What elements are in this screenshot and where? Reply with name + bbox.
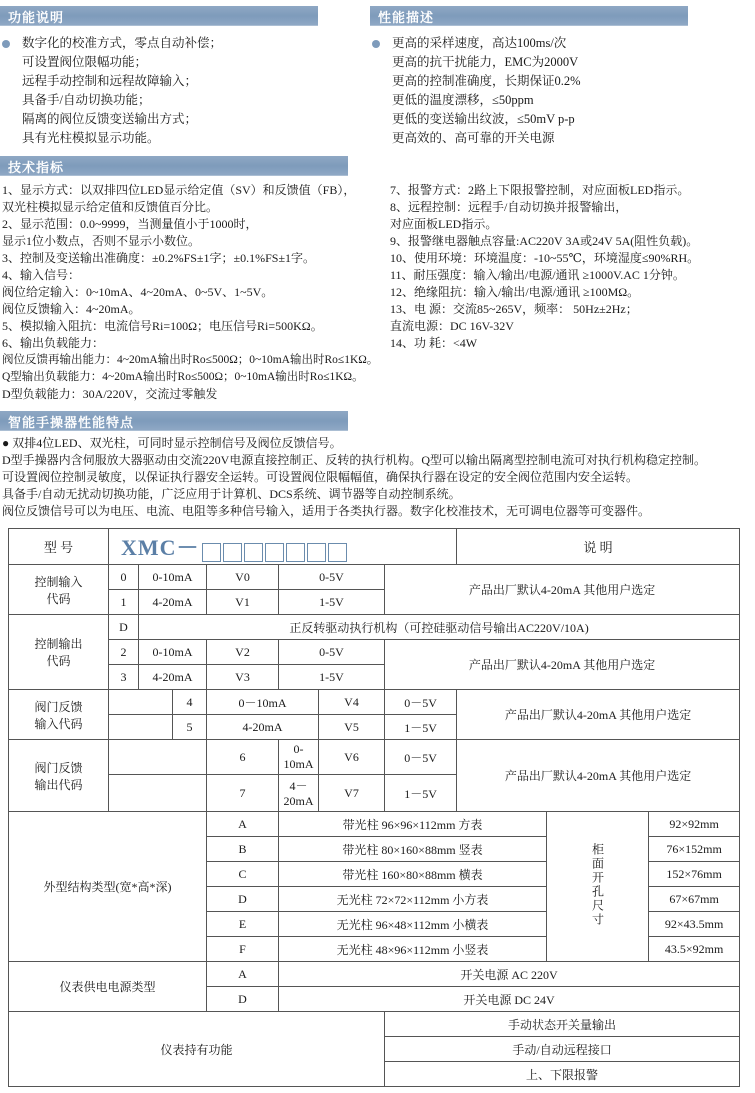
cell-code: F (207, 937, 279, 962)
tech-line: 8、远程控制：远程手/自动切换并报警输出， (390, 200, 628, 214)
cell-code: 4 (173, 690, 207, 715)
ctrl-input-note: 产品出厂默认4-20mA 其他用户选定 (385, 565, 740, 615)
performance-section-header: 性能描述 (370, 6, 688, 26)
cell-signal: 4-20mA (207, 715, 319, 740)
valve-input-note: 产品出厂默认4-20mA 其他用户选定 (457, 690, 740, 740)
list-item: 更高效的、高可靠的开关电源 (392, 131, 555, 145)
cell-hole: 92×92mm (649, 812, 740, 837)
cell-code: A (207, 962, 279, 987)
cell-shape-desc: 带光柱 96×96×112mm 方表 (279, 812, 547, 837)
cell-code: 7 (207, 775, 279, 812)
cell-code: B (207, 837, 279, 862)
tech-line: 对应面板LED指示。 (390, 217, 498, 231)
list-item: 隔离的阀位反馈变送输出方式； (22, 112, 198, 126)
tech-line: 9、报警继电器触点容量:AC220V 3A或24V 5A(阻性负载)。 (390, 234, 699, 248)
tech-line: 直流电源：DC 16V-32V (390, 319, 514, 333)
smart-section (0, 411, 755, 520)
list-item: 远程手动控制和远程故障输入； (22, 74, 198, 88)
list-item: 更高的采样速度，高达100ms/次 (370, 34, 740, 53)
cell-code: 6 (207, 740, 279, 775)
table-row-model (9, 529, 740, 565)
cell-vsignal: 0－5V (385, 690, 457, 715)
cell-signal: 0-10mA (139, 640, 207, 665)
tech-line: 7、报警方式：2路上下限报警控制，对应面板LED指示。 (390, 183, 690, 197)
cell-hole: 92×43.5mm (649, 912, 740, 937)
cell-shape-desc: 无光柱 48×96×112mm 小竖表 (279, 937, 547, 962)
shape-label: 外型结构类型(宽*高*深) (9, 812, 207, 962)
model-selection-table (8, 528, 740, 1087)
code-box[interactable] (202, 543, 221, 562)
tech-line: 12、绝缘阻抗：输入/输出/电源/通讯 ≥100MΩ。 (390, 285, 640, 299)
cell-extra: 手动状态开关量输出 (385, 1012, 740, 1037)
smart-line: 具备手/自动无扰动切换功能，广泛应用于计算机、DCS系统、调节器等自动控制系统。 (2, 487, 461, 501)
cell-hole: 43.5×92mm (649, 937, 740, 962)
cell-shape-desc: 无光柱 72×72×112mm 小方表 (279, 887, 547, 912)
cell-vcode: V0 (207, 565, 279, 590)
tech-line: 11、耐压强度：输入/输出/电源/通讯 ≥1000V.AC 1分钟。 (390, 268, 685, 282)
panel-hole-label-text: 柜面开孔尺寸 (590, 842, 605, 927)
cell-vsignal: 0-5V (279, 565, 385, 590)
list-item: 具备手/自动切换功能； (22, 93, 151, 107)
description-header: 说 明 (457, 529, 740, 565)
cell-power-desc: 开关电源 AC 220V (279, 962, 740, 987)
tech-section-header: 技术指标 (0, 156, 348, 176)
code-box[interactable] (328, 543, 347, 562)
cell-extra: 手动/自动远程接口 (385, 1037, 740, 1062)
cell-code: 1 (109, 590, 139, 615)
function-section-header: 功能说明 (0, 6, 318, 26)
tech-line: 6、输出负载能力： (2, 336, 105, 350)
smart-text (0, 435, 755, 520)
top-columns (0, 6, 755, 148)
cell-vcode: V2 (207, 640, 279, 665)
table-row-shape-0 (9, 812, 740, 837)
tech-left-list (0, 182, 390, 403)
list-item: 可设置阀位限幅功能； (22, 55, 148, 69)
tech-line: 14、功 耗：<4W (390, 336, 478, 350)
power-label: 仪表供电电源类型 (9, 962, 207, 1012)
list-item: 更低的变送输出纹波，≤50mV p-p (392, 112, 575, 126)
list-item: 更低的温度漂移，≤50ppm (392, 93, 534, 107)
table-row-ctrl-out-0 (9, 640, 740, 665)
cell-vcode: V4 (319, 690, 385, 715)
cell-extra: 上、下限报警 (385, 1062, 740, 1087)
cell-code: 3 (109, 665, 139, 690)
tech-line: 双光柱模拟显示给定值和反馈值百分比。 (2, 200, 219, 214)
cell-vcode: V1 (207, 590, 279, 615)
cell-code: D (207, 887, 279, 912)
cell-shape-desc: 带光柱 80×160×88mm 竖表 (279, 837, 547, 862)
tech-line: 1、显示方式：以双排四位LED显示给定值（SV）和反馈值（FB）， (2, 183, 356, 197)
tech-right-list (390, 182, 750, 403)
model-prefix: XMC－ (121, 535, 200, 560)
tech-line: 4、输入信号： (2, 268, 81, 282)
cell-vsignal: 1-5V (279, 590, 385, 615)
table-row-ctrl-out-D (9, 615, 740, 640)
tech-line: 2、显示范围：0.0~9999，当测量值小于1000时， (2, 217, 258, 231)
table-row-valve-out-0 (9, 740, 740, 775)
tech-line: 阀位反馈再输出能力：4~20mA输出时Ro≤500Ω；0~10mA输出时Ro≤1KΩ。 (2, 354, 379, 366)
function-column (0, 6, 352, 148)
list-item: 数字化的校准方式，零点自动补偿； (0, 34, 352, 53)
cell-code: C (207, 862, 279, 887)
ctrl-input-label: 控制输入 代码 (9, 565, 109, 615)
tech-line: 3、控制及变送输出准确度：±0.2%FS±1字；±0.1%FS±1字。 (2, 251, 316, 265)
tech-line: 阀位反馈输入：4~20mA。 (2, 302, 141, 316)
cell-code: D (207, 987, 279, 1012)
cell-vcode: V3 (207, 665, 279, 690)
table-row-valve-in-0 (9, 690, 740, 715)
function-list (0, 34, 352, 148)
valve-output-note: 产品出厂默认4-20mA 其他用户选定 (457, 740, 740, 812)
list-item: 具有光柱模拟显示功能。 (22, 131, 160, 145)
tech-line: 阀位给定输入：0~10mA、4~20mA、0~5V、1~5V。 (2, 285, 274, 299)
cell-vsignal: 1－5V (385, 775, 457, 812)
cell-vcode: V5 (319, 715, 385, 740)
cell-signal: 4－20mA (279, 775, 319, 812)
cell-vsignal: 0-5V (279, 640, 385, 665)
cell-vsignal: 1-5V (279, 665, 385, 690)
tech-line: 10、使用环境：环境温度：-10~55℃，环境湿度≤90%RH。 (390, 251, 700, 265)
table-row-ctrl-in-0 (9, 565, 740, 590)
cell-code: 5 (173, 715, 207, 740)
extra-label: 仪表持有功能 (9, 1012, 385, 1087)
smart-line: D型手操器内含伺服放大器驱动由交流220V电源直接控制正、反转的执行机构。Q型可以输出隔离型控制电流可对执行机构稳定控制。 (2, 453, 707, 467)
cell-vcode: V6 (319, 740, 385, 775)
tech-line: 显示1位小数点，否则不显示小数位。 (2, 234, 201, 248)
smart-section-header: 智能手操器性能特点 (0, 411, 348, 431)
code-box[interactable] (244, 543, 263, 562)
cell-vcode: V7 (319, 775, 385, 812)
code-box[interactable] (265, 543, 284, 562)
cell-code: 2 (109, 640, 139, 665)
cell-vsignal: 1－5V (385, 715, 457, 740)
code-box[interactable] (307, 543, 326, 562)
cell-hole: 76×152mm (649, 837, 740, 862)
cell-code: 0 (109, 565, 139, 590)
cell-hole: 152×76mm (649, 862, 740, 887)
tech-line: 5、模拟输入阻抗：电流信号Ri=100Ω；电压信号Ri=500KΩ。 (2, 319, 323, 333)
model-code-cell (109, 529, 457, 565)
performance-list (370, 34, 740, 148)
valve-output-label: 阀门反馈 输出代码 (9, 740, 109, 812)
cell-signal: 4-20mA (139, 665, 207, 690)
cell-shape-desc: 无光柱 96×48×112mm 小横表 (279, 912, 547, 937)
list-item: 更高的控制准确度，长期保证0.2% (392, 74, 581, 88)
valve-input-label: 阀门反馈 输入代码 (9, 690, 109, 740)
tech-line: D型负载能力：30A/220V，交流过零触发 (2, 387, 218, 401)
cell-code: A (207, 812, 279, 837)
cell-signal: 0-10mA (279, 740, 319, 775)
model-code-boxes (200, 543, 347, 562)
cell-hole: 67×67mm (649, 887, 740, 912)
panel-hole-label (547, 812, 649, 962)
code-box[interactable] (223, 543, 242, 562)
cell-signal: 0－10mA (207, 690, 319, 715)
cell-shape-desc: 带光柱 160×80×88mm 横表 (279, 862, 547, 887)
cell-code: E (207, 912, 279, 937)
code-box[interactable] (286, 543, 305, 562)
table-row-power-0 (9, 962, 740, 987)
cell-signal: 4-20mA (139, 590, 207, 615)
ctrl-output-note: 产品出厂默认4-20mA 其他用户选定 (385, 640, 740, 690)
smart-line: 可设置阀位控制灵敏度，以保证执行器安全运转。可设置阀位限幅幅值，确保执行器在设定的安全阀位范围内安全运转。 (2, 470, 639, 484)
smart-line: 阀位反馈信号可以为电压、电流、电阻等多种信号输入，适用于各类执行器。数字化校准技术，无可调电位器等可变器件。 (2, 504, 651, 518)
smart-line: ● 双排4位LED、双光柱，可同时显示控制信号及阀位反馈信号。 (2, 436, 342, 450)
cell-code: D (109, 615, 139, 640)
tech-line: 13、电 源：交流85~265V，频率： 50Hz±2Hz； (390, 302, 638, 316)
cell-signal: 0-10mA (139, 565, 207, 590)
model-label: 型 号 (9, 529, 109, 565)
ctrl-output-D-note: 正反转驱动执行机构（可控硅驱动信号输出AC220V/10A) (139, 615, 740, 640)
table-row-extra-0 (9, 1012, 740, 1037)
ctrl-output-label: 控制输出 代码 (9, 615, 109, 690)
tech-line: Q型输出负载能力：4~20mA输出时Ro≤500Ω；0~10mA输出时Ro≤1KΩ。 (2, 371, 364, 383)
list-item: 更高的抗干扰能力，EMC为2000V (392, 55, 579, 69)
cell-power-desc: 开关电源 DC 24V (279, 987, 740, 1012)
performance-column (370, 6, 740, 148)
cell-vsignal: 0－5V (385, 740, 457, 775)
tech-section (0, 156, 755, 403)
